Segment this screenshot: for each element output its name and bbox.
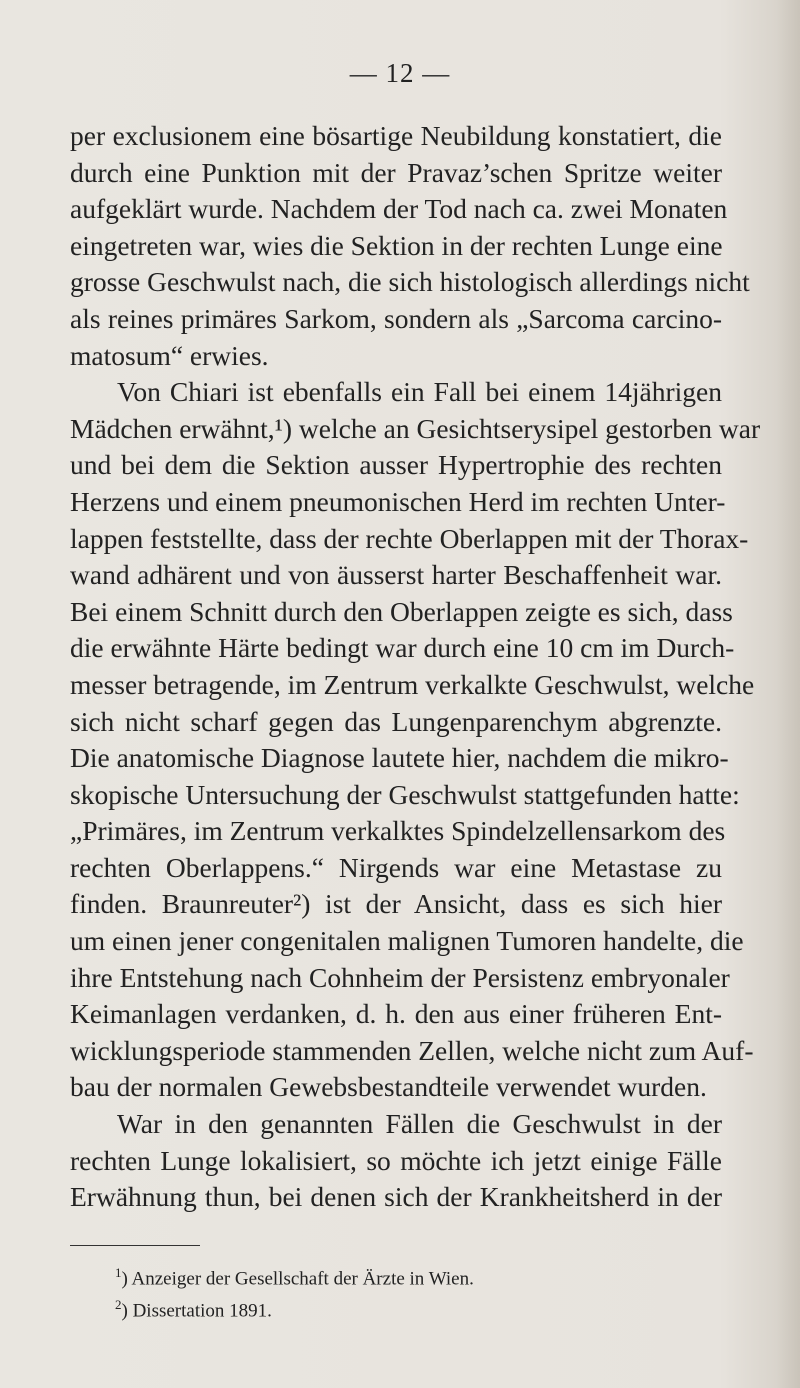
footnote-mark: 1 xyxy=(115,1265,122,1280)
footnote-paren: ) xyxy=(121,1268,132,1290)
text-line: durch eine Punktion mit der Pravaz’schen Spritze weiter xyxy=(70,156,722,188)
paragraph xyxy=(70,374,761,1106)
text-line: als reines primäres Sarkom, sondern als „Sarcoma carcino- xyxy=(70,302,722,334)
text-line: War in den genannten Fällen die Geschwulst in der xyxy=(117,1108,722,1140)
text-line: wand adhärent und von äusserst harter Beschaffenheit war. xyxy=(70,559,722,591)
text-line: skopische Untersuchung der Geschwulst stattgefunden hatte: xyxy=(70,778,740,810)
text-line: messer betragende, im Zentrum verkalkte Geschwulst, welche xyxy=(70,668,755,700)
text-line: eingetreten war, wies die Sektion in der rechten Lunge eine xyxy=(70,229,723,261)
text-line: lappen feststellte, dass der rechte Oberlappen mit der Thorax- xyxy=(70,522,749,554)
footnotes xyxy=(115,1260,715,1325)
paragraph xyxy=(70,118,750,374)
text-line: Mädchen erwähnt,¹) welche an Gesichtserysipel gestorben war xyxy=(70,412,761,444)
footnote xyxy=(115,1260,715,1292)
text-line: aufgeklärt wurde. Nachdem der Tod nach ca. zwei Monaten xyxy=(70,193,728,225)
text-line: „Primäres, im Zentrum verkalktes Spindelzellensarkom des xyxy=(70,815,726,847)
footnote-text: Dissertation 1891. xyxy=(132,1300,272,1322)
body-text xyxy=(70,118,761,1216)
text-line: sich nicht scharf gegen das Lungenparenchym abgrenzte. xyxy=(70,705,722,737)
footnote xyxy=(115,1292,715,1324)
text-line: Bei einem Schnitt durch den Oberlappen zeigte es sich, dass xyxy=(70,595,733,627)
footnote-mark: 2 xyxy=(115,1297,122,1313)
text-line: grosse Geschwulst nach, die sich histologisch allerdings nicht xyxy=(70,266,750,298)
text-line: Herzens und einem pneumonischen Herd im rechten Unter- xyxy=(70,485,726,517)
text-line: ihre Entstehung nach Cohnheim der Persistenz embryonaler xyxy=(70,961,730,993)
footnote-paren: ) xyxy=(121,1300,133,1322)
text-line: um einen jener congenitalen malignen Tumoren handelte, die xyxy=(70,925,744,957)
text-line: Keimanlagen verdanken, d. h. den aus einer früheren Ent- xyxy=(70,998,722,1030)
text-line: per exclusionem eine bösartige Neubildung konstatiert, die xyxy=(70,120,722,151)
text-line: und bei dem die Sektion ausser Hypertrophie des rechten xyxy=(70,449,722,481)
footnote-divider xyxy=(70,1245,200,1246)
text-line: finden. Braunreuter²) ist der Ansicht, dass es sich hier xyxy=(70,888,722,920)
text-line: rechten Lunge lokalisiert, so möchte ich jetzt einige Fälle xyxy=(70,1144,722,1176)
text-line: rechten Oberlappens.“ Nirgends war eine Metastase zu xyxy=(70,851,722,883)
text-line: bau der normalen Gewebsbestandteile verwendet wurden. xyxy=(70,1071,707,1103)
paragraph xyxy=(70,1106,722,1216)
text-line: Von Chiari ist ebenfalls ein Fall bei einem 14jährigen xyxy=(117,376,722,408)
text-line: matosum“ erwies. xyxy=(70,339,269,371)
page-number: — 12 — xyxy=(349,58,451,88)
text-line: wicklungsperiode stammenden Zellen, welche nicht zum Auf- xyxy=(70,1034,754,1066)
footnote-text: Anzeiger der Gesellschaft der Ärzte in Wien. xyxy=(131,1268,474,1290)
text-line: die erwähnte Härte bedingt war durch eine 10 cm im Durch- xyxy=(70,632,735,664)
text-line: Die anatomische Diagnose lautete hier, nachdem die mikro- xyxy=(70,742,729,774)
text-line: Erwähnung thun, bei denen sich der Krankheitsherd in der xyxy=(70,1181,722,1213)
